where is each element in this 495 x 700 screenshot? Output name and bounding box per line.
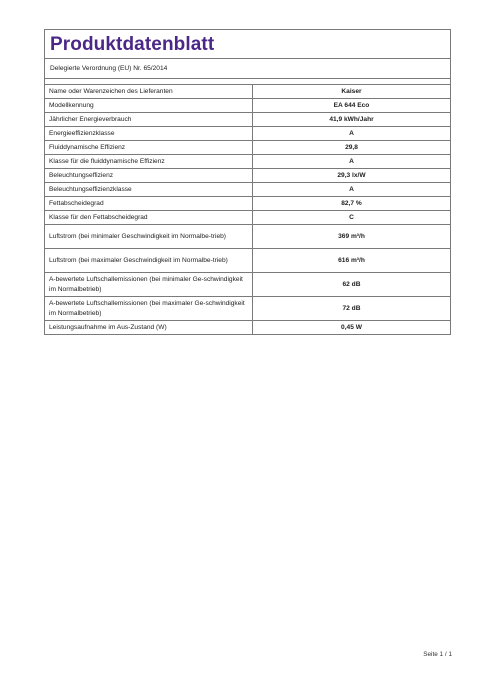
row-label: Beleuchtungseffizienzklasse xyxy=(45,183,253,197)
row-value: 29,3 lx/W xyxy=(253,169,451,183)
row-label: Name oder Warenzeichen des Lieferanten xyxy=(45,85,253,99)
title-row xyxy=(45,30,450,59)
table-row xyxy=(45,297,450,321)
product-data-sheet xyxy=(44,29,451,335)
page-title: Produktdatenblatt xyxy=(50,33,215,55)
row-label: Energieeffizienzklasse xyxy=(45,127,253,141)
specification-table xyxy=(45,85,450,334)
row-value: Kaiser xyxy=(253,85,451,99)
row-label: Modellkennung xyxy=(45,99,253,113)
table-row xyxy=(45,85,450,99)
table-row xyxy=(45,249,450,273)
row-value: 72 dB xyxy=(253,297,451,321)
row-value: 62 dB xyxy=(253,273,451,297)
row-value: A xyxy=(253,127,451,141)
table-row xyxy=(45,141,450,155)
regulation-reference: Delegierte Verordnung (EU) Nr. 65/2014 xyxy=(50,65,168,72)
row-label: Klasse für die fluiddynamische Effizienz xyxy=(45,155,253,169)
row-value: A xyxy=(253,183,451,197)
table-row xyxy=(45,169,450,183)
row-label: Jährlicher Energieverbrauch xyxy=(45,113,253,127)
row-value: 82,7 % xyxy=(253,197,451,211)
table-row xyxy=(45,183,450,197)
row-value: C xyxy=(253,211,451,225)
row-value: A xyxy=(253,155,451,169)
row-value: 29,8 xyxy=(253,141,451,155)
table-row xyxy=(45,99,450,113)
row-value: 616 m³/h xyxy=(253,249,451,273)
row-label: Fettabscheidegrad xyxy=(45,197,253,211)
row-value: 369 m³/h xyxy=(253,225,451,249)
row-value: 41,9 kWh/Jahr xyxy=(253,113,451,127)
table-row xyxy=(45,155,450,169)
table-row xyxy=(45,197,450,211)
row-label: Fluiddynamische Effizienz xyxy=(45,141,253,155)
row-label: Luftstrom (bei minimaler Geschwindigkeit im Normalbe-trieb) xyxy=(45,225,253,249)
table-row xyxy=(45,321,450,335)
table-row xyxy=(45,127,450,141)
row-label: A-bewertete Luftschallemissionen (bei maximaler Ge-schwindigkeit im Normalbetrieb) xyxy=(45,297,253,321)
table-row xyxy=(45,273,450,297)
row-label: Beleuchtungseffizienz xyxy=(45,169,253,183)
table-row xyxy=(45,225,450,249)
table-row xyxy=(45,211,450,225)
page-number: Seite 1 / 1 xyxy=(423,651,452,658)
row-value: EA 644 Eco xyxy=(253,99,451,113)
row-label: Luftstrom (bei maximaler Geschwindigkeit im Normalbe-trieb) xyxy=(45,249,253,273)
subtitle-row xyxy=(45,59,450,79)
row-label: A-bewertete Luftschallemissionen (bei minimaler Ge-schwindigkeit im Normalbetrieb) xyxy=(45,273,253,297)
row-label: Klasse für den Fettabscheidegrad xyxy=(45,211,253,225)
row-value: 0,45 W xyxy=(341,323,362,331)
table-row xyxy=(45,113,450,127)
row-label: Leistungsaufnahme im Aus-Zustand (W) xyxy=(45,321,253,335)
